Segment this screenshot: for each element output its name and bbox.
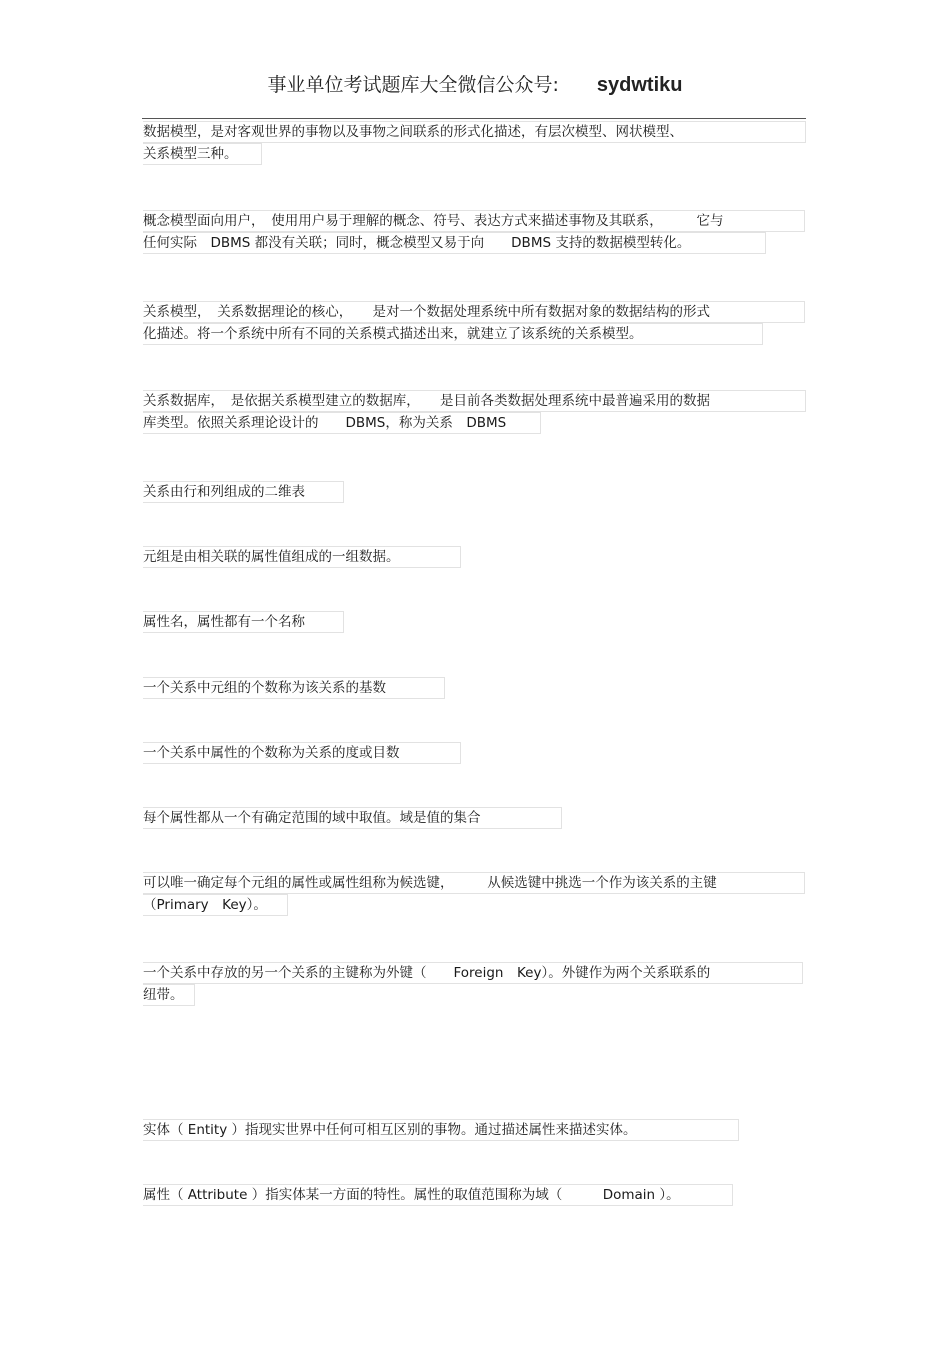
paragraph-data-model: [143, 121, 808, 165]
text-line: 可以唯一确定每个元组的属性或属性组称为候选键， 从候选键中挑选一个作为该关系的主键: [143, 872, 805, 894]
text-line: 属性名，属性都有一个名称: [143, 611, 344, 633]
paragraph-relational-model: [143, 301, 808, 345]
text-line: 关系模型， 关系数据理论的核心， 是对一个数据处理系统中所有数据对象的数据结构的形式: [143, 301, 805, 323]
text-line: 元组是由相关联的属性值组成的一组数据。: [143, 546, 461, 568]
paragraph-relational-database: [143, 390, 808, 434]
text-line: 化描述。将一个系统中所有不同的关系模式描述出来，就建立了该系统的关系模型。: [143, 323, 763, 345]
text-line: 概念模型面向用户， 使用用户易于理解的概念、符号、表达方式来描述事物及其联系， 它与: [143, 210, 805, 232]
text-line: 实体（ Entity ）指现实世界中任何可相互区别的事物。通过描述属性来描述实体。: [143, 1119, 739, 1141]
paragraph-relation-table: [143, 481, 808, 503]
text-line: 属性（ Attribute ）指实体某一方面的特性。属性的取值范围称为域（ Domain ）。: [143, 1184, 733, 1206]
paragraph-cardinality: [143, 677, 808, 699]
header-divider: [142, 118, 806, 119]
text-line: 一个关系中属性的个数称为关系的度或目数: [143, 742, 461, 764]
paragraph-attribute-name: [143, 611, 808, 633]
text-line: 任何实际 DBMS 都没有关联；同时，概念模型又易于向 DBMS 支持的数据模型转化。: [143, 232, 766, 254]
text-line: 关系数据库， 是依据关系模型建立的数据库， 是目前各类数据处理系统中最普遍采用的数据: [143, 390, 806, 412]
text-line: 库类型。依照关系理论设计的 DBMS，称为关系 DBMS: [143, 412, 541, 434]
header-title: 事业单位考试题库大全微信公众号:: [267, 74, 559, 96]
text-line: 关系由行和列组成的二维表: [143, 481, 344, 503]
paragraph-tuple: [143, 546, 808, 568]
header-brand: sydwtiku: [596, 74, 683, 96]
paragraph-attribute: [143, 1184, 808, 1206]
paragraph-primary-key: [143, 872, 808, 916]
paragraph-degree: [143, 742, 808, 764]
text-line: 关系模型三种。: [143, 143, 262, 165]
text-line: 数据模型，是对客观世界的事物以及事物之间联系的形式化描述，有层次模型、网状模型、: [143, 121, 806, 143]
text-line: 每个属性都从一个有确定范围的域中取值。域是值的集合: [143, 807, 562, 829]
text-line: 一个关系中元组的个数称为该关系的基数: [143, 677, 445, 699]
text-line: 一个关系中存放的另一个关系的主键称为外键（ Foreign Key）。外键作为两个关系联系的: [143, 962, 803, 984]
paragraph-entity: [143, 1119, 808, 1141]
paragraph-domain: [143, 807, 808, 829]
text-line: （Primary Key）。: [143, 894, 288, 916]
paragraph-concept-model: [143, 210, 808, 254]
text-line: 纽带。: [143, 984, 195, 1006]
paragraph-foreign-key: [143, 962, 808, 1006]
page-header: [0, 70, 950, 97]
